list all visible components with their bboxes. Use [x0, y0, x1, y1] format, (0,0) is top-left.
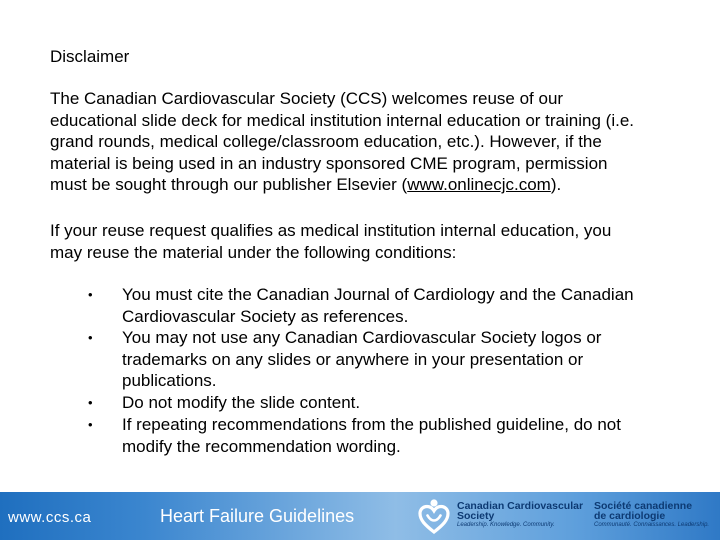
bullet-icon: •: [88, 417, 93, 432]
list-item-line: Cardiovascular Society as references.: [122, 306, 409, 326]
footer-title: Heart Failure Guidelines: [160, 506, 355, 526]
list-item-line: You may not use any Canadian Cardiovascular Society logos or: [122, 328, 602, 347]
page-title: Disclaimer: [50, 47, 130, 66]
disclaimer-paragraph: [50, 88, 710, 196]
list-item-line: publications.: [122, 371, 217, 390]
logo-text: Canadian Cardiovascular: [457, 500, 584, 512]
list-item-text: [122, 327, 702, 392]
logo-tagline: Leadership. Knowledge. Community.: [457, 522, 555, 528]
list-item-text: [122, 392, 702, 414]
bullet-icon: •: [88, 330, 93, 345]
list-item-line: trademarks on any slides or anywhere in your presentation or: [122, 349, 584, 369]
list-item-line: modify the recommendation wording.: [122, 436, 401, 456]
logo-tagline: Communauté. Connaissances. Leadership.: [594, 522, 710, 528]
paragraph-line: material is being used in an industry sponsored CME program, permission: [50, 153, 608, 173]
logo-text: de cardiologie: [594, 510, 666, 522]
paragraph-line-with-link: [50, 174, 710, 196]
paragraph-line: educational slide deck for medical institution internal education or training (i.e.: [50, 110, 634, 130]
logo-text: Société canadienne: [594, 500, 693, 512]
paragraph-line: If your reuse request qualifies as medical institution internal education, you: [50, 221, 612, 240]
ccs-logo-icon: [417, 498, 451, 534]
paragraph-line: The Canadian Cardiovascular Society (CCS) welcomes reuse of our: [50, 89, 564, 108]
paragraph-line: grand rounds, medical college/classroom education, etc.). However, if the: [50, 132, 602, 151]
list-item-line: Do not modify the slide content.: [122, 393, 361, 412]
list-item-text: [122, 284, 702, 327]
list-item-text: [122, 414, 702, 457]
logo-text: Society: [457, 510, 495, 522]
paragraph-text: must be sought through our publisher Elsevier (: [50, 175, 408, 194]
footer-bar: [0, 492, 720, 540]
paragraph-line: may reuse the material under the following conditions:: [50, 242, 457, 262]
list-item-line: You must cite the Canadian Journal of Cardiology and the Canadian: [122, 285, 634, 304]
conditions-intro-paragraph: [50, 220, 710, 263]
bullet-icon: •: [88, 287, 93, 302]
ccs-logo-english: [457, 501, 583, 529]
list-item-line: If repeating recommendations from the published guideline, do not: [122, 415, 621, 434]
ccs-logo-french: [594, 501, 709, 529]
paragraph-text: ).: [550, 175, 562, 194]
publisher-link[interactable]: www.onlinecjc.com: [407, 175, 551, 194]
footer-url[interactable]: www.ccs.ca: [8, 509, 92, 526]
bullet-icon: •: [88, 395, 93, 410]
